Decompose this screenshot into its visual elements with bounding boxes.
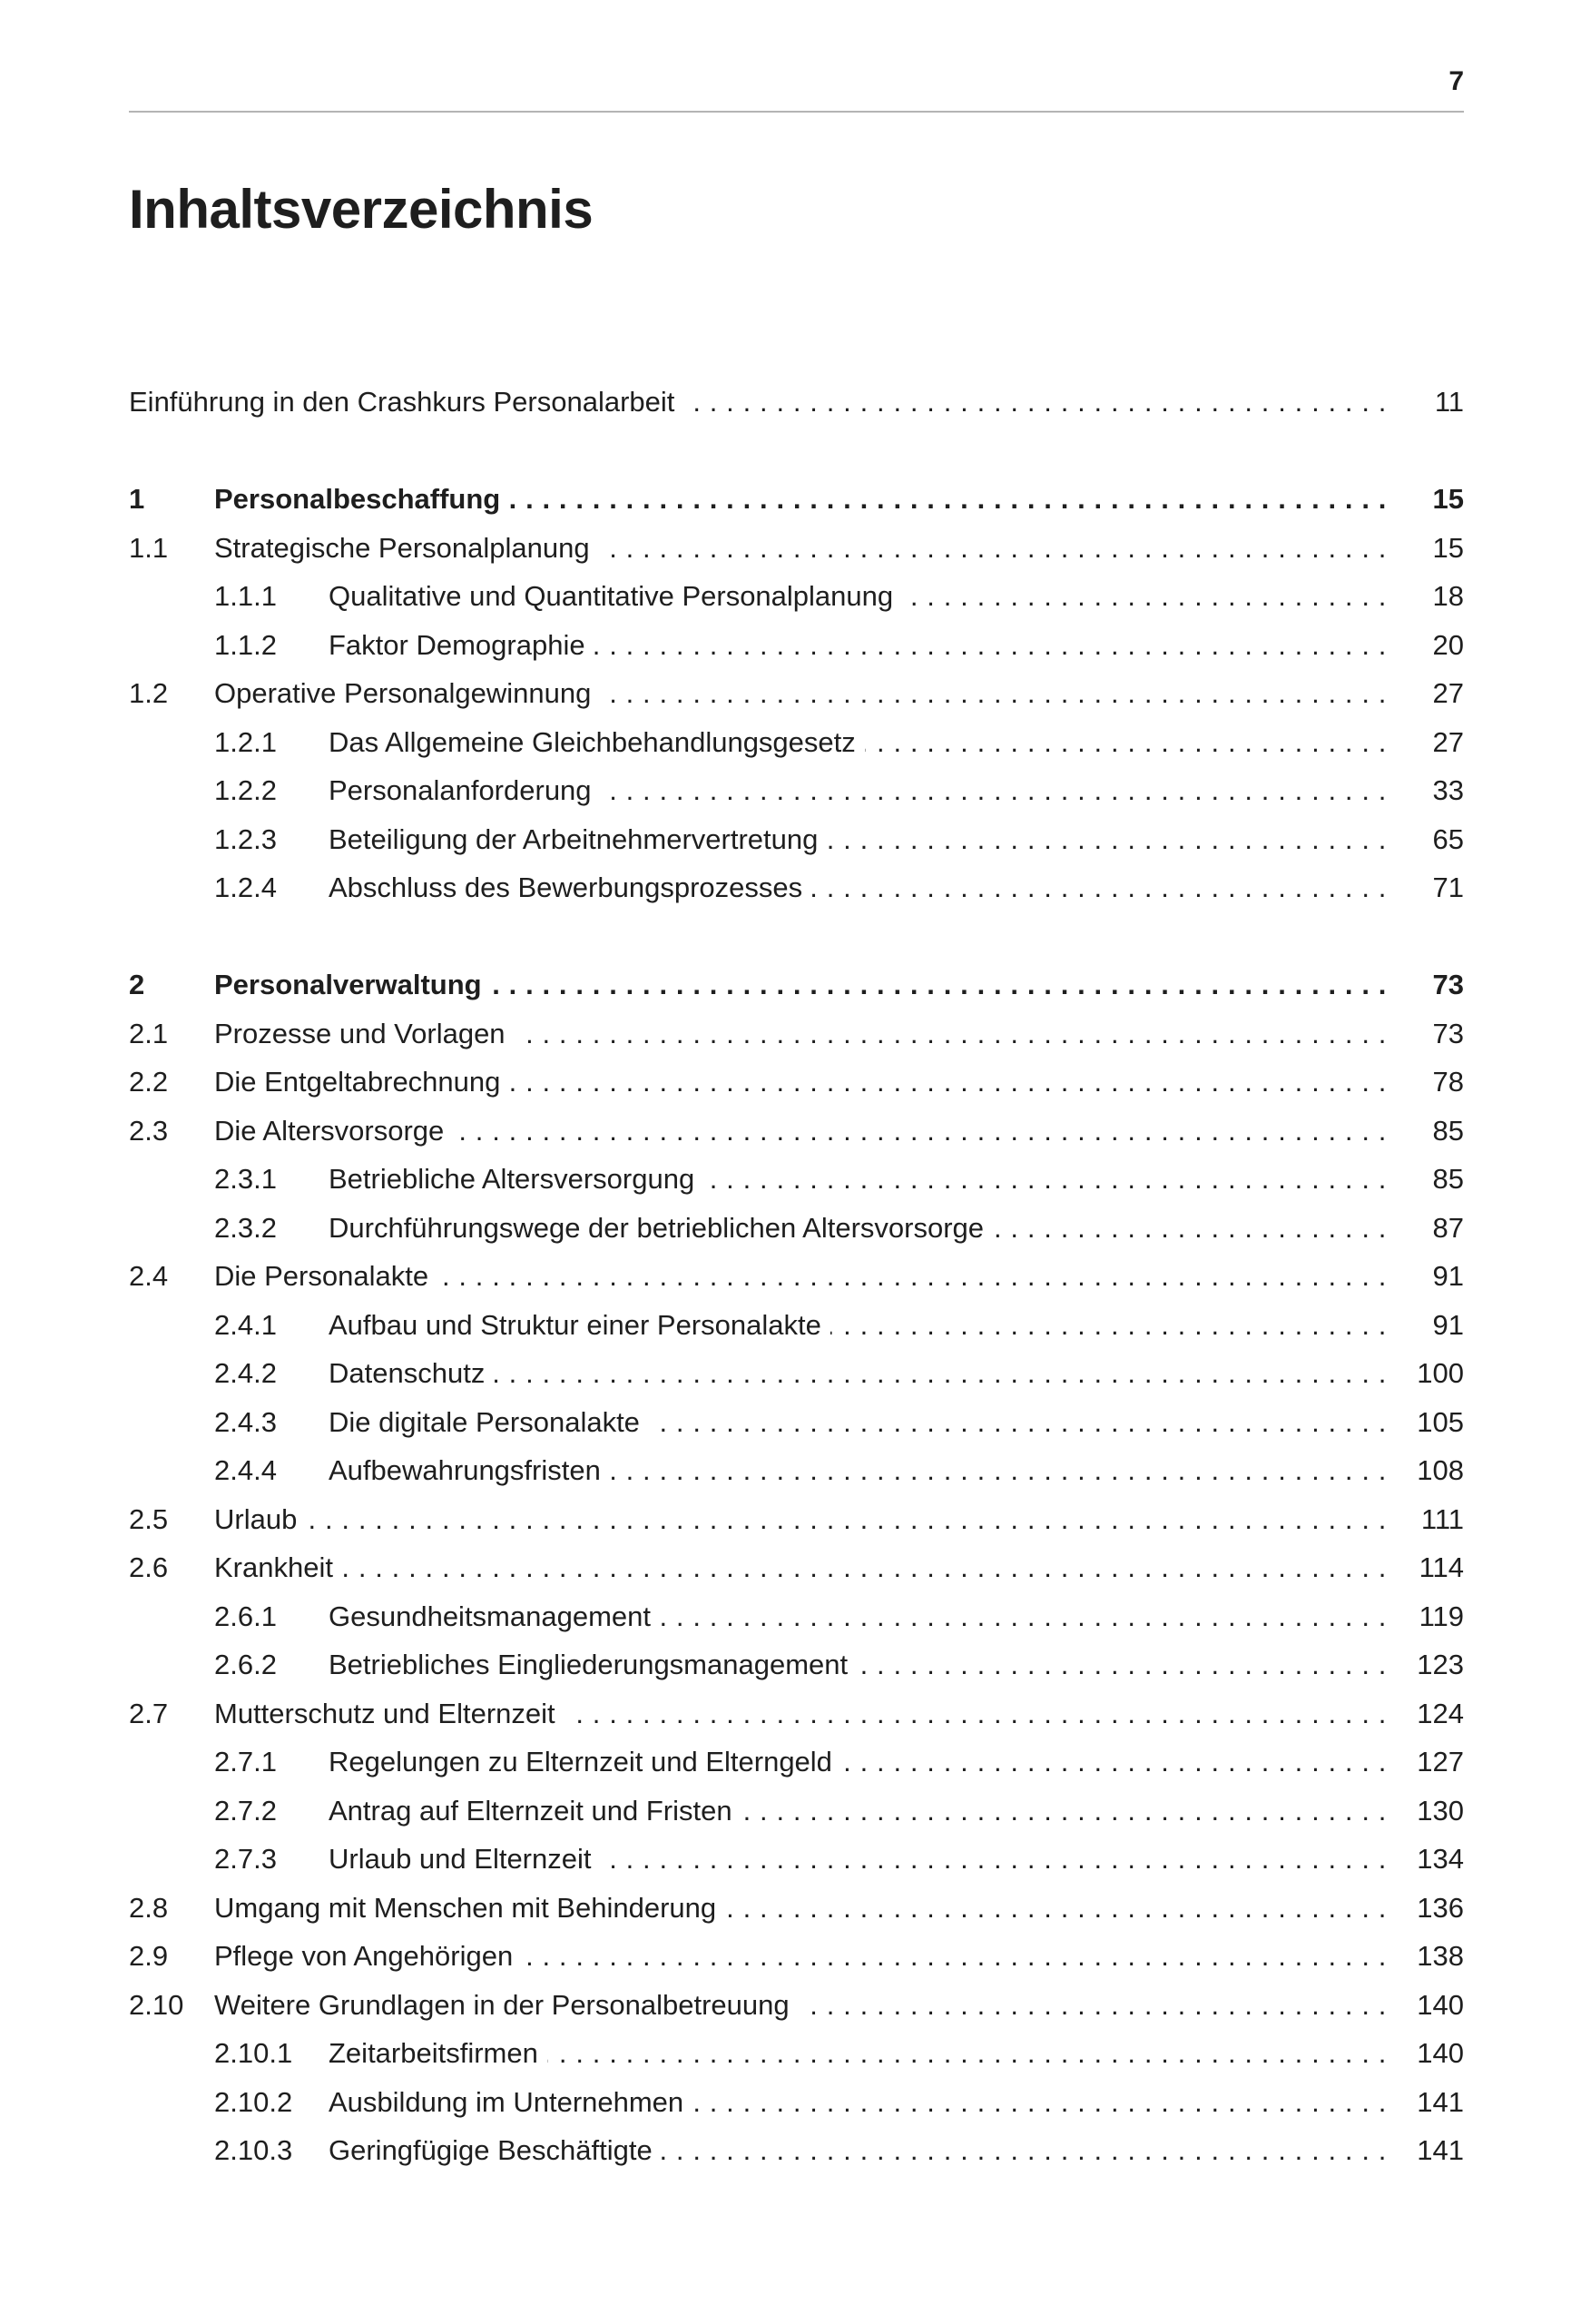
toc-entry-title: Urlaub und Elternzeit xyxy=(329,1843,601,1875)
toc-subsection[interactable] xyxy=(129,621,1464,670)
toc-entry-number: 1.2 xyxy=(129,677,169,709)
toc-entry-title: Operative Personalgewinnung xyxy=(214,677,600,709)
toc-entry-title: Das Allgemeine Gleichbehandlungsgesetz xyxy=(329,726,865,758)
toc-entry-page: 114 xyxy=(1419,1551,1464,1583)
toc-entry-number: 2.3.1 xyxy=(214,1163,277,1195)
toc-entry-title: Personalverwaltung xyxy=(214,969,491,1000)
toc-section[interactable] xyxy=(129,1884,1464,1933)
toc-entry-page: 18 xyxy=(1432,580,1464,612)
toc-subsection[interactable] xyxy=(129,863,1464,912)
toc-section[interactable] xyxy=(129,1252,1464,1301)
toc-subsection[interactable] xyxy=(129,766,1464,815)
toc-entry-title: Regelungen zu Elternzeit und Elterngeld xyxy=(329,1746,841,1777)
toc-entry-title: Pflege von Angehörigen xyxy=(214,1940,522,1972)
toc-section[interactable] xyxy=(129,1543,1464,1592)
toc-entry-number: 2.10.3 xyxy=(214,2134,293,2166)
toc-entry-title: Qualitative und Quantitative Personalplanung xyxy=(329,580,902,612)
toc-entry-page: 138 xyxy=(1417,1940,1464,1972)
toc-entry-intro[interactable] xyxy=(129,378,1464,427)
toc-entry-page: 136 xyxy=(1417,1891,1464,1924)
toc-entry-title: Betriebliche Altersversorgung xyxy=(329,1163,703,1195)
toc-subsection[interactable] xyxy=(129,1398,1464,1447)
toc-entry-page: 105 xyxy=(1417,1405,1464,1438)
toc-entry-title: Ausbildung im Unternehmen xyxy=(329,2086,692,2118)
toc-entry-title: Die Entgeltabrechnung xyxy=(214,1066,509,1098)
toc-subsection[interactable] xyxy=(129,1155,1464,1204)
toc-entry-number: 1.2.2 xyxy=(214,774,277,806)
toc-section[interactable] xyxy=(129,1058,1464,1107)
toc-entry-page: 15 xyxy=(1432,483,1464,515)
toc-subsection[interactable] xyxy=(129,815,1464,864)
toc-subsection[interactable] xyxy=(129,2126,1464,2175)
toc-entry-number: 1.1.2 xyxy=(214,628,277,661)
toc-entry-page: 65 xyxy=(1432,822,1464,855)
toc-section[interactable] xyxy=(129,524,1464,573)
toc-entry-page: 119 xyxy=(1419,1600,1464,1632)
toc-entry-title: Prozesse und Vorlagen xyxy=(214,1018,515,1049)
toc-entry-title: Einführung in den Crashkurs Personalarbeit xyxy=(129,386,683,418)
toc-entry-title: Durchführungswege der betrieblichen Altersvorsorge xyxy=(329,1212,993,1244)
toc-subsection[interactable] xyxy=(129,572,1464,621)
toc-entry-number: 2.4.2 xyxy=(214,1357,277,1389)
toc-entry-page: 85 xyxy=(1432,1114,1464,1147)
toc-entry-number: 2.4.1 xyxy=(214,1308,277,1341)
toc-entry-page: 111 xyxy=(1420,1502,1464,1535)
toc-entry-number: 2.4 xyxy=(129,1260,169,1292)
page-number: 7 xyxy=(1448,66,1464,96)
toc-entry-title: Faktor Demographie xyxy=(329,629,594,661)
toc-entry-title: Mutterschutz und Elternzeit xyxy=(214,1698,565,1729)
toc-entry-number: 1.2.3 xyxy=(214,822,277,855)
toc-entry-page: 141 xyxy=(1417,2134,1464,2166)
toc-chapter-2[interactable] xyxy=(129,960,1464,1009)
toc-entry-title: Umgang mit Menschen mit Behinderung xyxy=(214,1892,725,1924)
toc-entry-title: Antrag auf Elternzeit und Fristen xyxy=(329,1795,741,1827)
toc-entry-page: 15 xyxy=(1432,531,1464,564)
toc-entry-page: 140 xyxy=(1417,1988,1464,2021)
toc-entry-page: 78 xyxy=(1432,1066,1464,1098)
toc-entry-number: 1 xyxy=(129,483,145,515)
toc-entry-number: 1.1.1 xyxy=(214,580,277,612)
toc-entry-title: Betriebliches Eingliederungsmanagement xyxy=(329,1649,857,1680)
toc-entry-number: 2.10.1 xyxy=(214,2037,293,2069)
toc-subsection[interactable] xyxy=(129,1349,1464,1398)
toc-entry-number: 2 xyxy=(129,969,145,1000)
toc-entry-number: 2.10.2 xyxy=(214,2085,293,2118)
toc-entry-number: 1.2.1 xyxy=(214,725,277,758)
toc-subsection[interactable] xyxy=(129,1592,1464,1641)
toc-entry-title: Die Altersvorsorge xyxy=(214,1115,453,1147)
toc-entry-title: Datenschutz xyxy=(329,1357,494,1389)
toc-entry-number: 1.1 xyxy=(129,531,169,564)
toc-entry-title: Zeitarbeitsfirmen xyxy=(329,2037,547,2069)
toc-entry-title: Geringfügige Beschäftigte xyxy=(329,2134,662,2166)
toc-entry-number: 2.6.1 xyxy=(214,1600,277,1632)
toc-entry-page: 141 xyxy=(1417,2085,1464,2118)
toc-section[interactable] xyxy=(129,1009,1464,1059)
toc-entry-title: Abschluss des Bewerbungsprozesses xyxy=(329,872,811,903)
toc-entry-page: 123 xyxy=(1417,1649,1464,1680)
toc-entry-number: 2.1 xyxy=(129,1017,169,1049)
toc-entry-title: Personalbeschaffung xyxy=(214,483,509,515)
toc-section[interactable] xyxy=(129,1495,1464,1544)
toc-section[interactable] xyxy=(129,1689,1464,1738)
toc-entry-number: 2.3 xyxy=(129,1114,169,1147)
toc-entry-title: Strategische Personalplanung xyxy=(214,532,599,564)
toc-entry-number: 2.6.2 xyxy=(214,1649,277,1680)
toc-entry-page: 91 xyxy=(1432,1308,1464,1341)
toc-section[interactable] xyxy=(129,1107,1464,1156)
toc-entry-title: Aufbau und Struktur einer Personalakte xyxy=(329,1309,830,1341)
toc-section[interactable] xyxy=(129,669,1464,718)
toc-entry-title: Personalanforderung xyxy=(329,774,601,806)
toc-entry-title: Gesundheitsmanagement xyxy=(329,1600,660,1632)
toc-entry-number: 2.7.1 xyxy=(214,1746,277,1777)
toc-section[interactable] xyxy=(129,1932,1464,1981)
toc-entry-number: 2.5 xyxy=(129,1502,169,1535)
toc-subsection[interactable] xyxy=(129,1738,1464,1787)
table-of-contents xyxy=(129,378,1464,2175)
toc-subsection[interactable] xyxy=(129,1787,1464,1836)
toc-entry-title: Urlaub xyxy=(214,1503,306,1535)
toc-entry-page: 33 xyxy=(1432,774,1464,806)
toc-entry-number: 2.3.2 xyxy=(214,1211,277,1244)
toc-subsection[interactable] xyxy=(129,1301,1464,1350)
toc-subsection[interactable] xyxy=(129,1204,1464,1253)
page-title: Inhaltsverzeichnis xyxy=(129,179,594,240)
toc-entry-title: Die digitale Personalakte xyxy=(329,1406,649,1438)
toc-entry-page: 140 xyxy=(1417,2037,1464,2069)
toc-entry-page: 73 xyxy=(1432,969,1464,1000)
toc-entry-title: Krankheit xyxy=(214,1551,342,1583)
toc-section[interactable] xyxy=(129,1981,1464,2030)
toc-entry-page: 11 xyxy=(1434,386,1464,418)
toc-entry-number: 2.7.2 xyxy=(214,1794,277,1827)
toc-subsection[interactable] xyxy=(129,2078,1464,2127)
toc-entry-page: 108 xyxy=(1417,1454,1464,1486)
toc-subsection[interactable] xyxy=(129,1835,1464,1884)
toc-chapter-1[interactable] xyxy=(129,475,1464,524)
toc-entry-page: 91 xyxy=(1432,1260,1464,1292)
toc-entry-page: 27 xyxy=(1432,677,1464,709)
toc-entry-number: 2.7 xyxy=(129,1697,169,1729)
toc-entry-title: Weitere Grundlagen in der Personalbetreuung xyxy=(214,1989,799,2021)
toc-entry-page: 130 xyxy=(1417,1794,1464,1827)
toc-entry-page: 100 xyxy=(1417,1357,1464,1389)
toc-subsection[interactable] xyxy=(129,718,1464,767)
toc-entry-page: 87 xyxy=(1432,1211,1464,1244)
toc-entry-title: Aufbewahrungsfristen xyxy=(329,1454,610,1486)
toc-entry-title: Beteiligung der Arbeitnehmervertretung xyxy=(329,823,827,855)
toc-entry-number: 2.6 xyxy=(129,1551,169,1583)
toc-entry-page: 127 xyxy=(1417,1746,1464,1777)
toc-subsection[interactable] xyxy=(129,1446,1464,1495)
toc-entry-page: 71 xyxy=(1432,872,1464,903)
toc-entry-number: 2.7.3 xyxy=(214,1843,277,1875)
toc-entry-number: 2.9 xyxy=(129,1940,169,1972)
toc-entry-page: 134 xyxy=(1417,1843,1464,1875)
toc-entry-number: 2.2 xyxy=(129,1066,169,1098)
toc-entry-number: 2.4.3 xyxy=(214,1405,277,1438)
header-rule xyxy=(129,111,1464,113)
toc-entry-number: 2.10 xyxy=(129,1988,184,2021)
toc-subsection[interactable] xyxy=(129,2029,1464,2078)
toc-entry-page: 124 xyxy=(1417,1697,1464,1729)
toc-entry-page: 73 xyxy=(1432,1017,1464,1049)
toc-entry-page: 85 xyxy=(1432,1163,1464,1195)
toc-entry-title: Die Personalakte xyxy=(214,1260,437,1292)
toc-entry-number: 1.2.4 xyxy=(214,872,277,903)
toc-entry-page: 27 xyxy=(1432,725,1464,758)
toc-subsection[interactable] xyxy=(129,1640,1464,1689)
toc-entry-page: 20 xyxy=(1432,628,1464,661)
toc-entry-number: 2.4.4 xyxy=(214,1454,277,1486)
toc-entry-number: 2.8 xyxy=(129,1891,169,1924)
